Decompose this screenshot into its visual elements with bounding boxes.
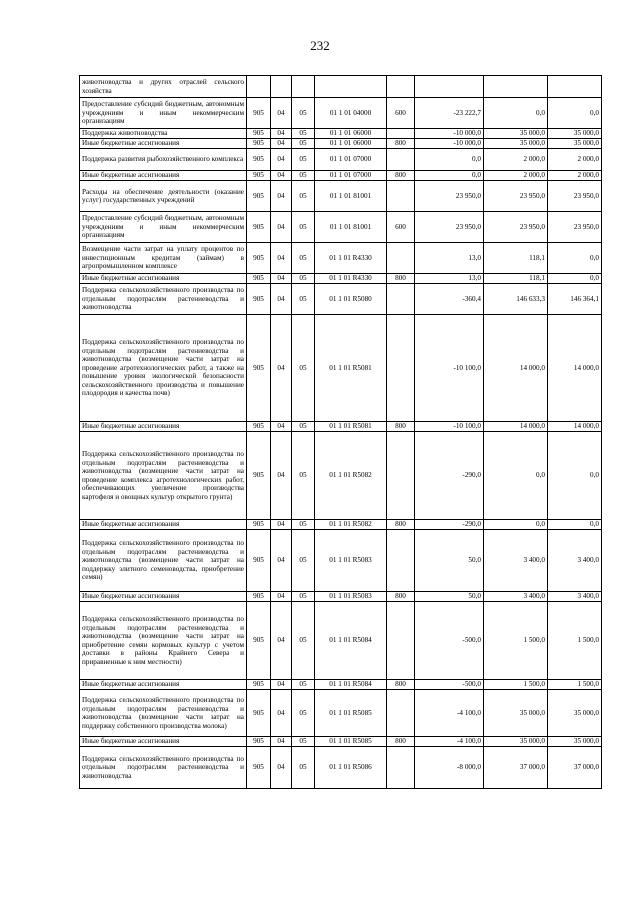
row-value-3: 0,0 [548, 98, 602, 129]
row-name: Поддержка сельскохозяйственного производства по отдельным подотраслям растениеводства и животноводства [80, 747, 247, 789]
row-name: Иные бюджетные ассигнования [80, 422, 247, 432]
row-vr: 600 [387, 212, 415, 243]
row-rz: 04 [271, 747, 292, 789]
row-ved: 905 [247, 171, 271, 181]
table-row [80, 98, 602, 129]
row-value-2: 2 000,0 [484, 171, 548, 181]
row-vr [387, 284, 415, 315]
row-value-1: -500,0 [415, 602, 484, 680]
row-name: Поддержка сельскохозяйственного производства по отдельным подотраслям растениеводства и животноводства [80, 284, 247, 315]
row-value-3 [548, 76, 602, 98]
row-rz: 04 [271, 181, 292, 212]
row-value-2: 1 500,0 [484, 680, 548, 690]
row-pr: 05 [292, 422, 315, 432]
row-ved: 905 [247, 181, 271, 212]
row-value-2: 3 400,0 [484, 530, 548, 592]
row-value-2: 146 633,3 [484, 284, 548, 315]
row-value-1: 13,0 [415, 274, 484, 284]
row-name: Поддержка сельскохозяйственного производства по отдельным подотраслям растениеводства и животноводства (возмещение части затрат на приобретение семян кормовых культур с учетом доставки в районы Крайнего Севера и приравненные к ним местности) [80, 602, 247, 680]
row-value-2: 0,0 [484, 98, 548, 129]
table-row [80, 602, 602, 680]
row-ved: 905 [247, 747, 271, 789]
row-csr: 01 1 01 R5080 [315, 284, 387, 315]
row-vr [387, 690, 415, 737]
row-name: Иные бюджетные ассигнования [80, 274, 247, 284]
row-value-1: 50,0 [415, 592, 484, 602]
row-value-1: -10 100,0 [415, 315, 484, 422]
row-rz: 04 [271, 243, 292, 274]
row-pr: 05 [292, 284, 315, 315]
row-rz: 04 [271, 422, 292, 432]
table-row [80, 422, 602, 432]
row-rz: 04 [271, 129, 292, 139]
row-value-1: -10 100,0 [415, 422, 484, 432]
row-pr: 05 [292, 129, 315, 139]
row-csr: 01 1 01 R5082 [315, 432, 387, 520]
row-pr: 05 [292, 181, 315, 212]
row-csr: 01 1 01 04000 [315, 98, 387, 129]
row-value-3: 1 500,0 [548, 602, 602, 680]
row-value-2: 1 500,0 [484, 602, 548, 680]
row-rz: 04 [271, 98, 292, 129]
row-name: Поддержка сельскохозяйственного производства по отдельным подотраслям растениеводства и животноводства (возмещение части затрат на поддержку элитного семеноводства, приобретение семян) [80, 530, 247, 592]
row-vr [387, 149, 415, 171]
table-row [80, 530, 602, 592]
row-ved: 905 [247, 98, 271, 129]
row-ved [247, 76, 271, 98]
row-value-1: -23 222,7 [415, 98, 484, 129]
row-vr [387, 315, 415, 422]
row-csr: 01 1 01 06000 [315, 129, 387, 139]
row-pr: 05 [292, 680, 315, 690]
row-name: Поддержка сельскохозяйственного производства по отдельным подотраслям растениеводства и животноводства (возмещение части затрат на проведение комплекса агротехнологических работ, обеспечивающих увеличение производства картофеля и овощных культур открытого грунта) [80, 432, 247, 520]
row-ved: 905 [247, 139, 271, 149]
row-pr: 05 [292, 602, 315, 680]
row-name: Возмещение части затрат на уплату процентов по инвестиционным кредитам (займам) в агропромышленном комплексе [80, 243, 247, 274]
row-vr [387, 76, 415, 98]
row-vr: 600 [387, 98, 415, 129]
row-vr [387, 747, 415, 789]
row-value-3: 0,0 [548, 432, 602, 520]
table-row [80, 171, 602, 181]
table-row [80, 129, 602, 139]
row-csr: 01 1 01 06000 [315, 139, 387, 149]
row-vr [387, 432, 415, 520]
table-row [80, 284, 602, 315]
row-pr: 05 [292, 737, 315, 747]
row-pr: 05 [292, 315, 315, 422]
row-value-3: 1 500,0 [548, 680, 602, 690]
row-csr: 01 1 01 R5084 [315, 602, 387, 680]
row-pr: 05 [292, 171, 315, 181]
row-pr: 05 [292, 139, 315, 149]
row-value-3: 23 950,0 [548, 181, 602, 212]
row-value-2 [484, 76, 548, 98]
row-name: Иные бюджетные ассигнования [80, 139, 247, 149]
row-value-3: 2 000,0 [548, 171, 602, 181]
row-ved: 905 [247, 520, 271, 530]
row-csr: 01 1 01 R5086 [315, 747, 387, 789]
table-row [80, 315, 602, 422]
row-pr: 05 [292, 690, 315, 737]
row-rz: 04 [271, 592, 292, 602]
row-ved: 905 [247, 680, 271, 690]
table-row [80, 212, 602, 243]
row-csr: 01 1 01 R4330 [315, 274, 387, 284]
row-value-3: 37 000,0 [548, 747, 602, 789]
row-csr: 01 1 01 07000 [315, 171, 387, 181]
row-csr: 01 1 01 R5082 [315, 520, 387, 530]
row-pr: 05 [292, 432, 315, 520]
row-name: Поддержка сельскохозяйственного производства по отдельным подотраслям растениеводства и животноводства (возмещение части затрат на проведение агротехнологических работ, а также на повышение уровня экологической безопасности сельскохозяйственного производства и повышение плодородия и качества почв) [80, 315, 247, 422]
row-vr: 800 [387, 592, 415, 602]
table-row [80, 520, 602, 530]
row-csr: 01 1 01 R5083 [315, 530, 387, 592]
row-value-3: 35 000,0 [548, 737, 602, 747]
row-ved: 905 [247, 212, 271, 243]
row-ved: 905 [247, 592, 271, 602]
row-value-1: 0,0 [415, 171, 484, 181]
row-name: Иные бюджетные ассигнования [80, 171, 247, 181]
row-rz: 04 [271, 274, 292, 284]
row-ved: 905 [247, 274, 271, 284]
row-csr: 01 1 01 R5081 [315, 315, 387, 422]
row-pr: 05 [292, 530, 315, 592]
row-pr: 05 [292, 212, 315, 243]
row-value-3: 146 364,1 [548, 284, 602, 315]
table-row [80, 274, 602, 284]
row-csr: 01 1 01 R4330 [315, 243, 387, 274]
row-value-3: 14 000,0 [548, 422, 602, 432]
row-csr: 01 1 01 81001 [315, 212, 387, 243]
row-name: Поддержка развития рыбохозяйственного комплекса [80, 149, 247, 171]
page-number: 232 [310, 38, 330, 53]
table-row [80, 76, 602, 98]
table-row [80, 680, 602, 690]
row-vr [387, 243, 415, 274]
row-value-1: -500,0 [415, 680, 484, 690]
row-value-2: 14 000,0 [484, 315, 548, 422]
row-name: Иные бюджетные ассигнования [80, 520, 247, 530]
row-value-2: 35 000,0 [484, 690, 548, 737]
row-value-3: 23 950,0 [548, 212, 602, 243]
row-value-2: 35 000,0 [484, 139, 548, 149]
row-rz: 04 [271, 149, 292, 171]
row-pr [292, 76, 315, 98]
row-ved: 905 [247, 737, 271, 747]
row-csr: 01 1 01 R5085 [315, 737, 387, 747]
row-value-2: 2 000,0 [484, 149, 548, 171]
row-value-1: -4 100,0 [415, 737, 484, 747]
row-csr: 01 1 01 81001 [315, 181, 387, 212]
row-value-3: 0,0 [548, 243, 602, 274]
row-value-2: 35 000,0 [484, 737, 548, 747]
budget-table [79, 75, 602, 789]
row-vr [387, 181, 415, 212]
row-value-2: 35 000,0 [484, 129, 548, 139]
table-row [80, 690, 602, 737]
row-rz [271, 76, 292, 98]
row-value-1: 50,0 [415, 530, 484, 592]
row-csr [315, 76, 387, 98]
row-value-1: 0,0 [415, 149, 484, 171]
row-value-3: 2 000,0 [548, 149, 602, 171]
row-rz: 04 [271, 520, 292, 530]
row-value-3: 0,0 [548, 520, 602, 530]
row-value-1: -8 000,0 [415, 747, 484, 789]
row-value-2: 118,1 [484, 243, 548, 274]
row-value-2: 0,0 [484, 432, 548, 520]
row-pr: 05 [292, 274, 315, 284]
row-rz: 04 [271, 690, 292, 737]
row-name: Иные бюджетные ассигнования [80, 737, 247, 747]
row-name: животноводства и других отраслей сельского хозяйства [80, 76, 247, 98]
table-row [80, 747, 602, 789]
table-row [80, 139, 602, 149]
row-value-2: 14 000,0 [484, 422, 548, 432]
row-rz: 04 [271, 602, 292, 680]
row-ved: 905 [247, 602, 271, 680]
row-name: Иные бюджетные ассигнования [80, 592, 247, 602]
table-row [80, 181, 602, 212]
row-value-2: 0,0 [484, 520, 548, 530]
row-value-1: 23 950,0 [415, 212, 484, 243]
table-row [80, 592, 602, 602]
row-vr [387, 602, 415, 680]
row-vr [387, 530, 415, 592]
row-vr: 800 [387, 274, 415, 284]
row-csr: 01 1 01 R5084 [315, 680, 387, 690]
row-value-1 [415, 76, 484, 98]
row-ved: 905 [247, 315, 271, 422]
row-rz: 04 [271, 530, 292, 592]
row-name: Иные бюджетные ассигнования [80, 680, 247, 690]
row-csr: 01 1 01 07000 [315, 149, 387, 171]
row-value-1: -10 000,0 [415, 129, 484, 139]
row-value-2: 37 000,0 [484, 747, 548, 789]
table-row [80, 149, 602, 171]
row-pr: 05 [292, 98, 315, 129]
row-value-3: 35 000,0 [548, 690, 602, 737]
row-value-2: 23 950,0 [484, 181, 548, 212]
row-value-1: -360,4 [415, 284, 484, 315]
row-ved: 905 [247, 432, 271, 520]
row-pr: 05 [292, 243, 315, 274]
row-vr: 800 [387, 171, 415, 181]
row-vr: 800 [387, 422, 415, 432]
row-pr: 05 [292, 520, 315, 530]
row-name: Предоставление субсидий бюджетным, автономным учреждениям и иным некоммерческим организациям [80, 98, 247, 129]
row-vr: 800 [387, 737, 415, 747]
row-rz: 04 [271, 139, 292, 149]
row-rz: 04 [271, 284, 292, 315]
row-pr: 05 [292, 747, 315, 789]
row-value-2: 118,1 [484, 274, 548, 284]
row-ved: 905 [247, 690, 271, 737]
row-ved: 905 [247, 129, 271, 139]
row-ved: 905 [247, 422, 271, 432]
row-rz: 04 [271, 680, 292, 690]
row-csr: 01 1 01 R5083 [315, 592, 387, 602]
row-value-3: 35 000,0 [548, 129, 602, 139]
row-name: Поддержка животноводства [80, 129, 247, 139]
row-rz: 04 [271, 171, 292, 181]
row-rz: 04 [271, 315, 292, 422]
row-value-3: 35 000,0 [548, 139, 602, 149]
row-value-1: -290,0 [415, 520, 484, 530]
row-value-3: 3 400,0 [548, 530, 602, 592]
row-value-1: -10 000,0 [415, 139, 484, 149]
row-ved: 905 [247, 530, 271, 592]
row-pr: 05 [292, 149, 315, 171]
row-rz: 04 [271, 212, 292, 243]
row-vr [387, 129, 415, 139]
row-rz: 04 [271, 737, 292, 747]
table-row [80, 432, 602, 520]
row-name: Расходы на обеспечение деятельности (оказание услуг) государственных учреждений [80, 181, 247, 212]
row-ved: 905 [247, 284, 271, 315]
row-value-1: 23 950,0 [415, 181, 484, 212]
row-value-3: 3 400,0 [548, 592, 602, 602]
row-ved: 905 [247, 243, 271, 274]
row-vr: 800 [387, 139, 415, 149]
row-ved: 905 [247, 149, 271, 171]
row-value-1: 13,0 [415, 243, 484, 274]
row-csr: 01 1 01 R5085 [315, 690, 387, 737]
row-value-3: 0,0 [548, 274, 602, 284]
table-row [80, 737, 602, 747]
row-vr: 800 [387, 680, 415, 690]
row-rz: 04 [271, 432, 292, 520]
row-name: Предоставление субсидий бюджетным, автономным учреждениям и иным некоммерческим организациям [80, 212, 247, 243]
row-name: Поддержка сельскохозяйственного производства по отдельным подотраслям растениеводства и животноводства (возмещение части затрат на поддержку собственного производства молока) [80, 690, 247, 737]
row-csr: 01 1 01 R5081 [315, 422, 387, 432]
row-value-1: -4 100,0 [415, 690, 484, 737]
row-value-1: -290,0 [415, 432, 484, 520]
row-vr: 800 [387, 520, 415, 530]
table-row [80, 243, 602, 274]
row-pr: 05 [292, 592, 315, 602]
row-value-2: 23 950,0 [484, 212, 548, 243]
row-value-3: 14 000,0 [548, 315, 602, 422]
row-value-2: 3 400,0 [484, 592, 548, 602]
